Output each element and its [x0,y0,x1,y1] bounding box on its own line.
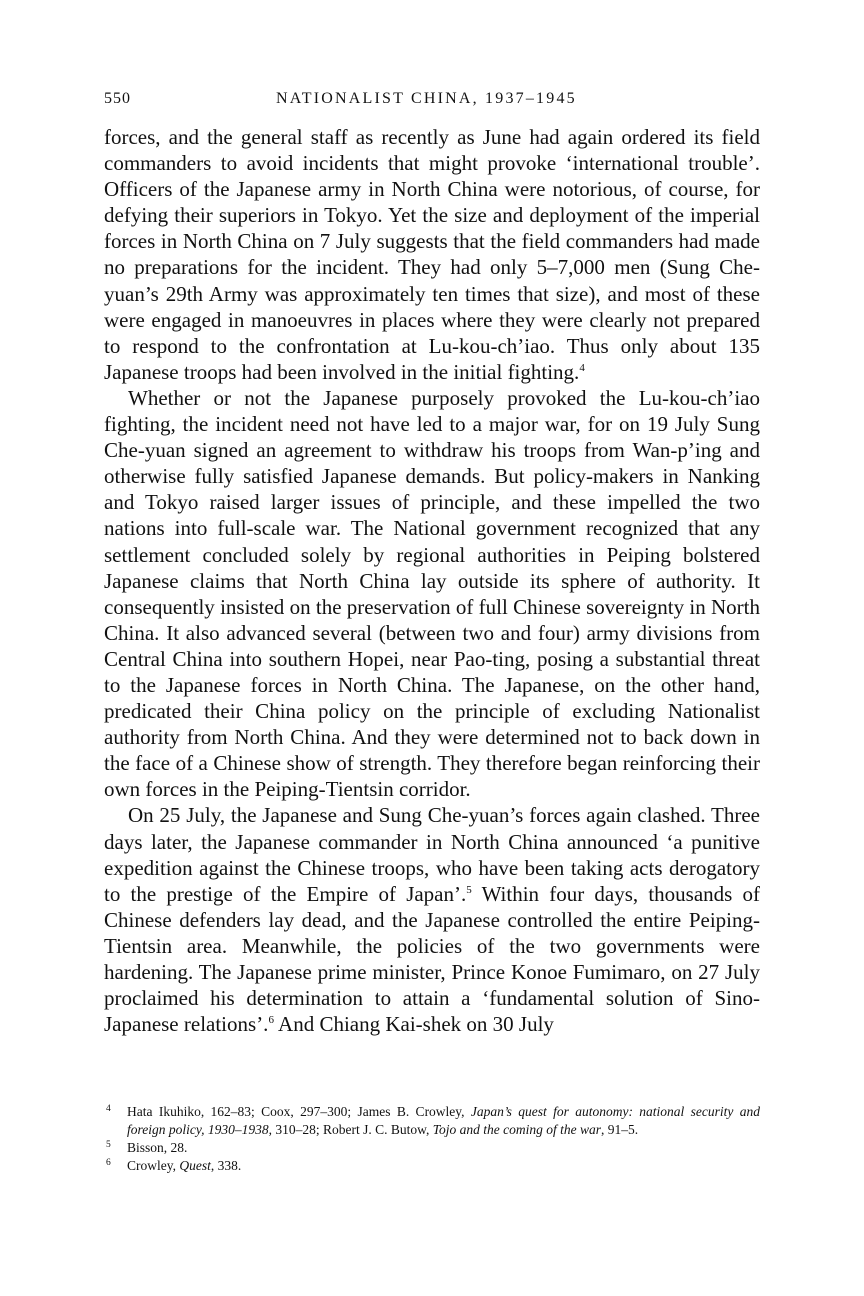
footnote-text: Crowley, [127,1158,180,1173]
paragraph-3 [104,802,760,1037]
footnote-title: Japan’s quest for autonomy: national security and foreign policy, 1930–1938 [127,1104,760,1137]
footnote-ref-6[interactable]: 6 [268,1014,274,1027]
footnote-4 [104,1103,760,1139]
footnote-text: , 338. [210,1158,242,1173]
paragraph-1 [104,124,760,385]
footnote-text: Hata Ikuhiko, 162–83; Coox, 297–300; James B. Crowley, [127,1104,471,1119]
paragraph-text: On 25 July, the Japanese and Sung Che-yuan’s forces again clashed. Three days later, the Japanese commander in North China announced ‘a punitive expedition against the Chinese troops, who have been taking acts derogatory to the prestige of the Empire of Japan’. [104,803,760,906]
paragraph-2 [104,385,760,803]
paragraph-text: forces, and the general staff as recently as June had again ordered its field commanders to avoid incidents that might provoke ‘international trouble’. Officers of the Japanese army in North China were notorious, of course, for defying their superiors in Tokyo. Yet the size and deployment of the imperial forces in North China on 7 July suggests that the field commanders had made no preparations for the incident. They had only 5–7,000 men (Sung Che-yuan’s 29th Army was approximately ten times that size), and most of these were engaged in manoeuvres in places where they were clearly not prepared to respond to the confrontation at Lu-kou-ch’iao. Thus only about 135 Japanese troops had been involved in the initial fighting. [104,125,760,384]
footnote-title: Quest [179,1158,211,1173]
footnote-6 [104,1157,760,1175]
footnote-number: 5 [106,1140,111,1150]
running-title: NATIONALIST CHINA, 1937–1945 [276,90,577,107]
footnote-ref-5[interactable]: 5 [466,883,472,896]
paragraph-text: Whether or not the Japanese purposely provoked the Lu-kou-ch’iao fighting, the incident need not have led to a major war, for on 19 July Sung Che-yuan signed an agreement to withdraw his troops from Wan-p’ing and otherwise fully satisfied Japanese demands. But policy-makers in Nanking and Tokyo raised larger issues of principle, and these impelled the two nations into full-scale war. The National government recognized that any settlement concluded solely by regional authorities in Peiping bolstered Japanese claims that North China lay outside its sphere of authority. It consequently insisted on the preservation of full Chinese sovereignty in North China. It also advanced several (between two and four) army divisions from Central China into southern Hopei, near Pao-ting, posing a substantial threat to the Japanese forces in North China. The Japanese, on the other hand, predicated their China policy on the principle of excluding Nationalist authority from North China. And they were determined not to back down in the face of a Chinese show of strength. They therefore began reinforcing their own forces in the Peiping-Tientsin corridor. [104,385,760,802]
footnote-number: 4 [106,1104,111,1114]
footnote-5 [104,1139,760,1157]
footnote-ref-4[interactable]: 4 [579,361,585,374]
paragraph-text: And Chiang Kai-shek on 30 July [273,1012,554,1037]
body-text [104,124,760,1037]
footnote-number: 6 [106,1158,111,1168]
running-head [104,90,760,114]
footnote-text: , 91–5. [601,1122,639,1137]
footnotes [104,1103,760,1175]
footnote-text: Bisson, 28. [127,1140,188,1155]
footnote-text: , 310–28; Robert J. C. Butow, [268,1122,433,1137]
footnote-title: Tojo and the coming of the war [432,1122,602,1137]
page-number: 550 [104,90,131,107]
paragraph-text: Within four days, thousands of Chinese defenders lay dead, and the Japanese controlled the entire Peiping-Tientsin area. Meanwhile, the policies of the two governments were hardening. The Japanese prime minister, Prince Konoe Fumimaro, on 27 July proclaimed his determination to attain a ‘fundamental solution of Sino-Japanese relations’. [104,881,761,1037]
